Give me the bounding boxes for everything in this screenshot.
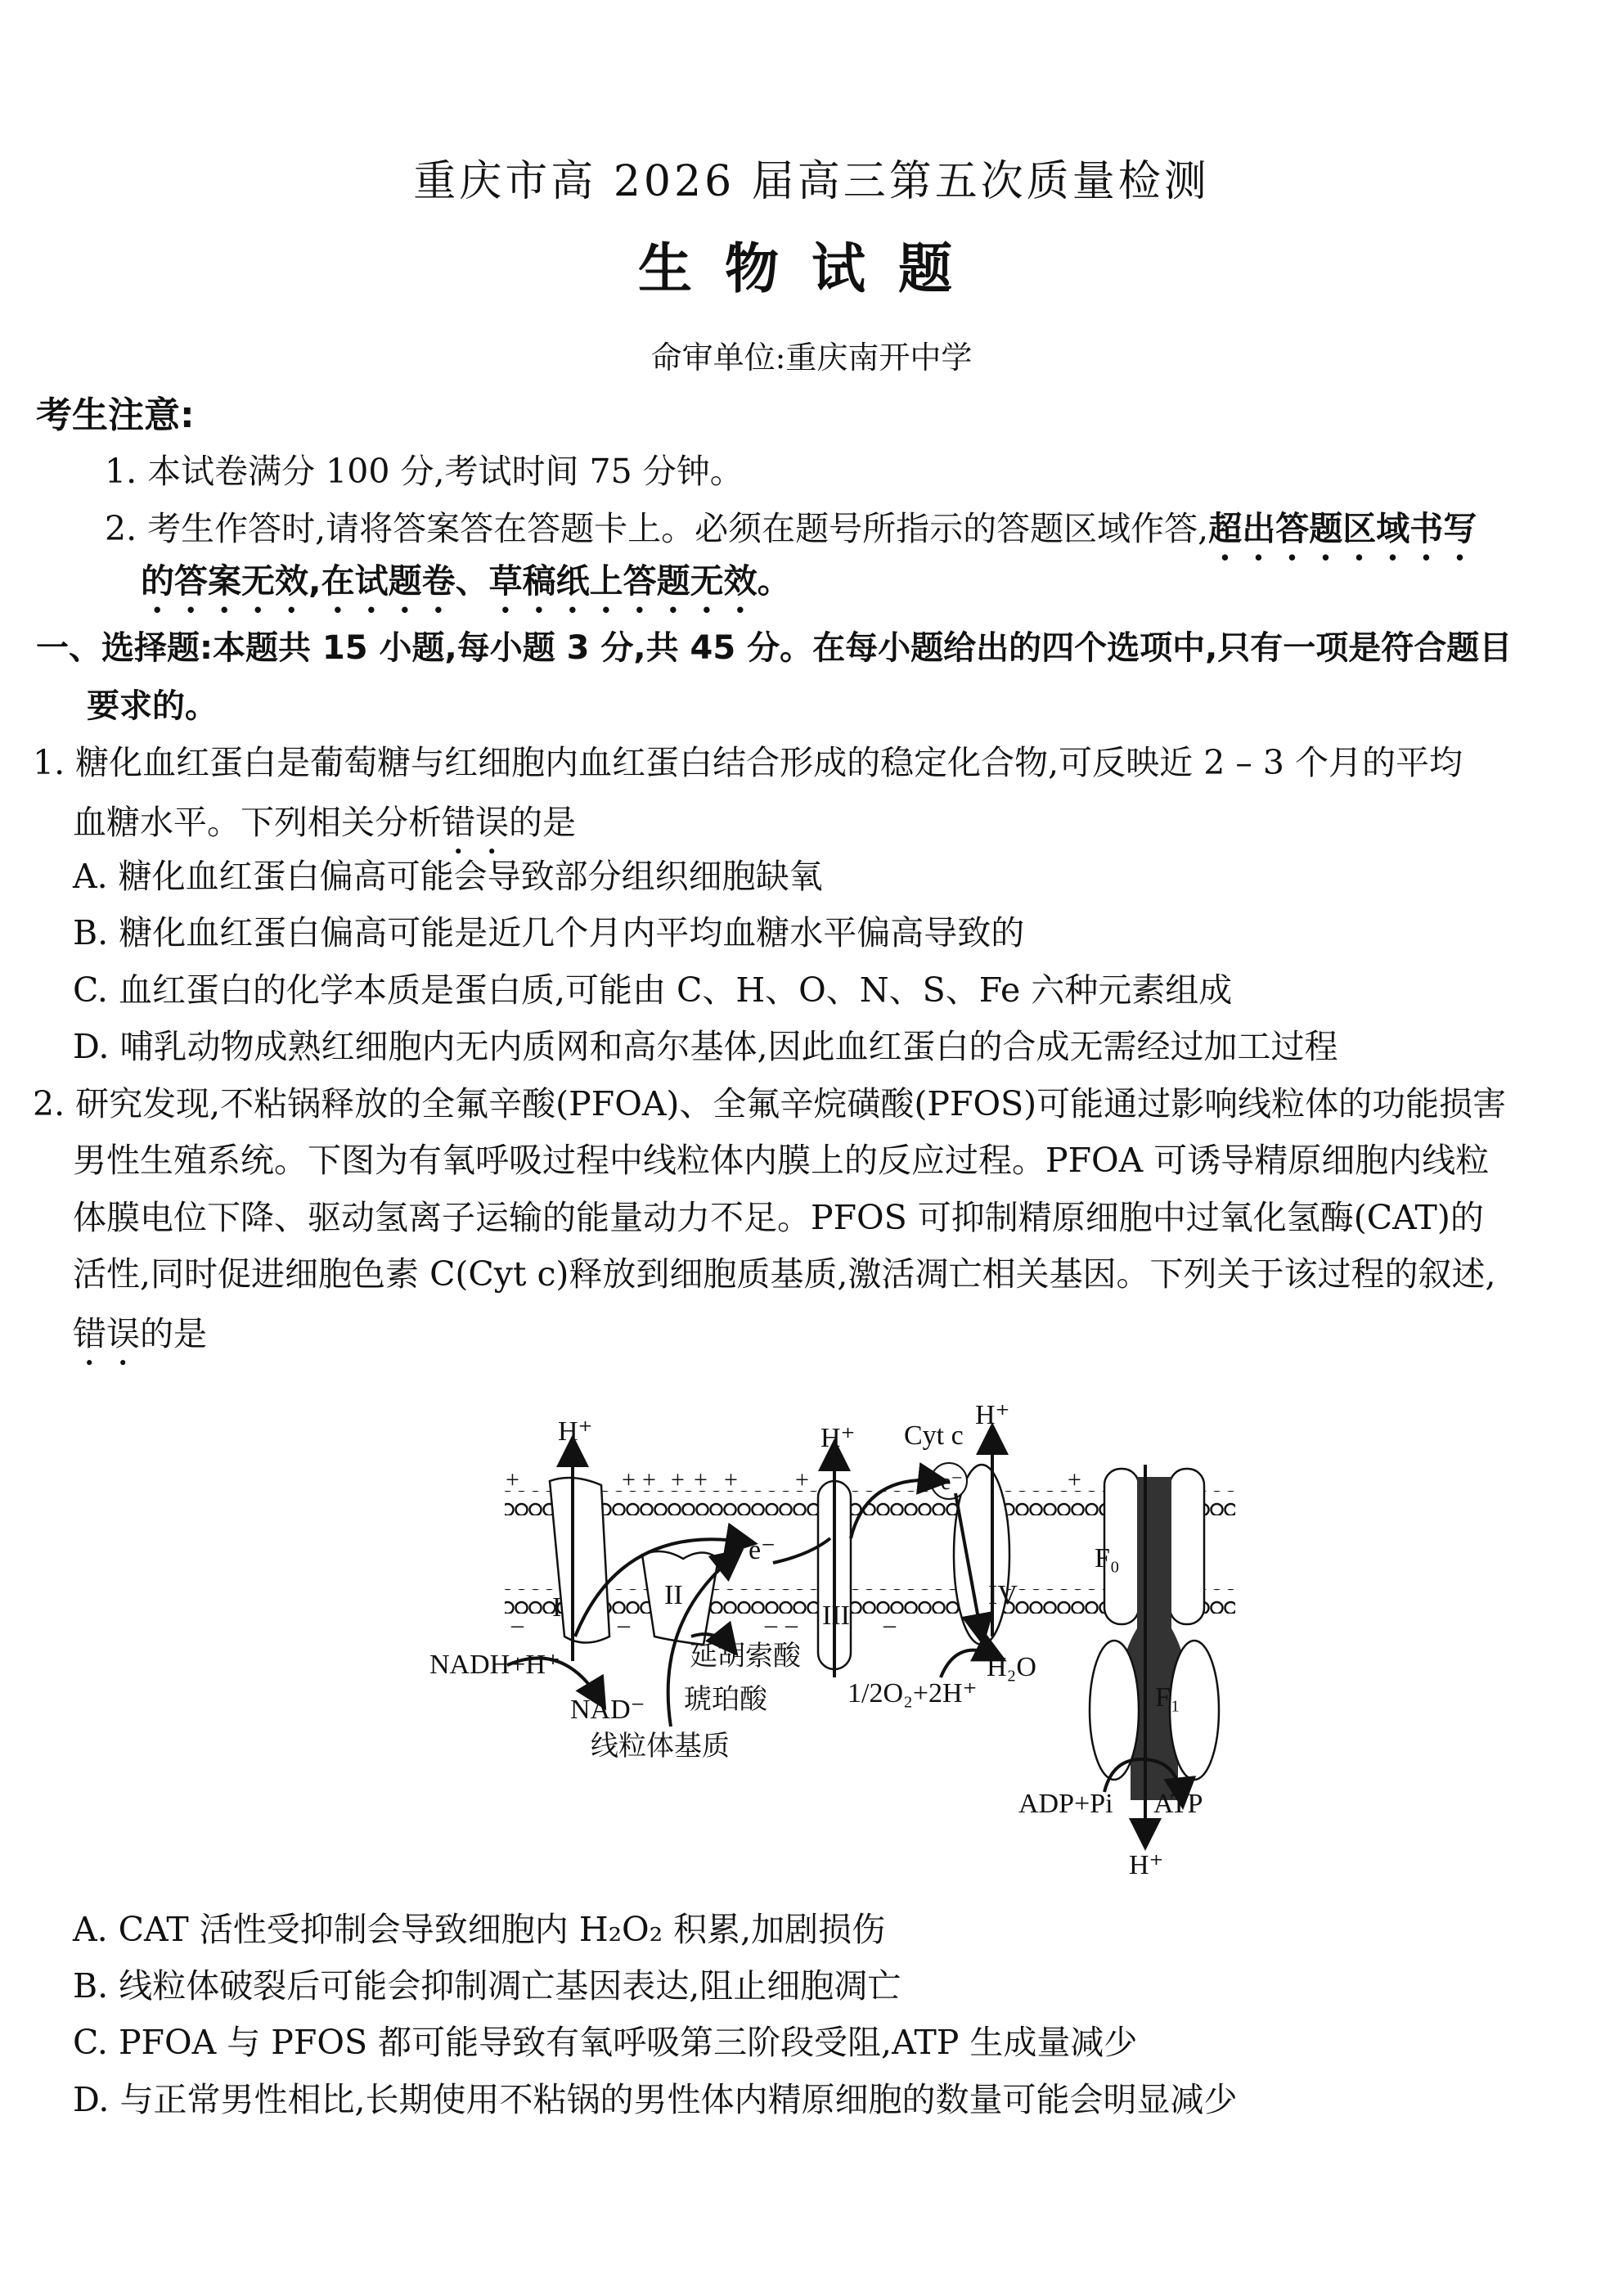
complex-4-label: IV [988,1580,1018,1610]
q2-option-a: A. CAT 活性受抑制会导致细胞内 H₂O₂ 积累,加剧损伤 [73,1910,886,1949]
fumarate-label: 延胡索酸 [690,1641,801,1672]
notice-item-2-text: 2. 考生作答时,请将答案答在答题卡上。必须在题号所指示的答题区域作答, [105,509,1209,548]
q2-stem-3: 体膜电位下降、驱动氢离子运输的能量动力不足。PFOS 可抑制精原细胞中过氧化氢酶(CAT)的 [73,1198,1484,1237]
succinate-label: 琥珀酸 [684,1685,767,1715]
q1-stem: 1. 糖化血红蛋白是葡萄糖与红细胞内血红蛋白结合形成的稳定化合物,可反映近 2 – 3 个月的平均 [33,743,1463,782]
notice-item-2-cont: 的答案无效,在试题卷、草稿纸上答题无效。 [141,561,791,601]
section-heading: 一、选择题:本题共 15 小题,每小题 3 分,共 45 分。在每小题给出的四个选项中,只有一项是符合题目 [36,629,1513,667]
water-label: H₂O [987,1652,1036,1682]
atp-label: ATP [1153,1789,1203,1819]
svg-text:+: + [642,1466,656,1493]
svg-text:–: – [883,1611,896,1638]
electron-label: e⁻ [749,1535,776,1565]
q2-option-b: B. 线粒体破裂后可能会抑制凋亡基因表达,阻止细胞凋亡 [73,1966,901,2006]
notice-item-2-emphasis: 超出答题区域书写 [1208,509,1477,548]
complex-1-label: I [552,1592,562,1623]
f0-label: F₀ [1095,1543,1120,1573]
svg-text:+: + [622,1466,636,1493]
h-plus-1: H⁺ [558,1416,593,1447]
h-plus-3: H⁺ [820,1423,856,1453]
h-plus-5: H⁺ [1129,1850,1164,1880]
matrix-label: 线粒体基质 [591,1731,730,1762]
atp-synthase [1090,1469,1219,1800]
q1-stem-end: 的是 [509,803,576,842]
cytc-label: Cyt c [904,1420,964,1451]
complex-3-label: III [822,1600,850,1631]
h-plus-4: H⁺ [975,1400,1010,1430]
section-heading-cont: 要求的。 [87,687,218,725]
svg-text:–: – [511,1611,524,1638]
svg-text:+: + [671,1466,685,1493]
q2-stem-emphasis: 错误 [73,1314,140,1353]
q2-stem-end: 的是 [140,1314,207,1353]
notice-heading: 考生注意: [36,394,195,436]
svg-text:+: + [506,1466,519,1493]
adp-label: ADP+Pi [1018,1789,1113,1819]
q1-option-a: A. 糖化血红蛋白偏高可能会导致部分组织细胞缺氧 [73,857,823,896]
q1-stem-text: 血糖水平。下列相关分析 [73,803,442,842]
q2-stem-4: 活性,同时促进细胞色素 C(Cyt c)释放到细胞质基质,激活凋亡相关基因。下列关于该过程的叙述, [73,1254,1496,1294]
q1-stem-emphasis: 错误 [442,803,509,842]
q2-option-d: D. 与正常男性相比,长期使用不粘锅的男性体内精原细胞的数量可能会明显减少 [73,2080,1238,2119]
svg-text:+: + [724,1466,738,1493]
q1-option-b: B. 糖化血红蛋白偏高可能是近几个月内平均血糖水平偏高导致的 [73,913,1025,952]
q1-option-d: D. 哺乳动物成熟红细胞内无内质网和高尔基体,因此血红蛋白的合成无需经过加工过程 [73,1027,1338,1066]
f1-label: F₁ [1155,1682,1180,1713]
nad-label: NAD⁻ [570,1695,645,1725]
complex-2-label: II [664,1580,683,1610]
notice-item-1: 1. 本试卷满分 100 分,考试时间 75 分钟。 [105,452,744,491]
svg-text:–: – [618,1611,630,1638]
svg-text:+: + [795,1466,809,1493]
nadh-label: NADH+H⁺ [429,1650,560,1680]
svg-text:–: – [785,1611,798,1638]
electron-label-2: e⁻ [941,1470,964,1495]
q2-stem-2: 男性生殖系统。下图为有氧呼吸过程中线粒体内膜上的反应过程。PFOA 可诱导精原细胞内线粒 [73,1141,1490,1180]
q2-option-c: C. PFOA 与 PFOS 都可能导致有氧呼吸第三阶段受阻,ATP 生成量减少 [73,2023,1138,2062]
exam-title: 重庆市高 2026 届高三第五次质量检测 [413,157,1210,206]
svg-text:+: + [1068,1466,1081,1493]
svg-text:+: + [694,1466,708,1493]
svg-text:–: – [765,1611,777,1638]
oxygen-label: 1/2O₂+2H⁺ [847,1678,978,1708]
subject-title: 生物试题 [638,237,985,300]
q1-option-c: C. 血红蛋白的化学本质是蛋白质,可能由 C、H、O、N、S、Fe 六种元素组成 [73,970,1233,1010]
q2-stem: 2. 研究发现,不粘锅释放的全氟辛酸(PFOA)、全氟辛烷磺酸(PFOS)可能通过影响线粒体的功能损害 [33,1084,1507,1123]
setter-unit: 命审单位:重庆南开中学 [650,340,973,376]
